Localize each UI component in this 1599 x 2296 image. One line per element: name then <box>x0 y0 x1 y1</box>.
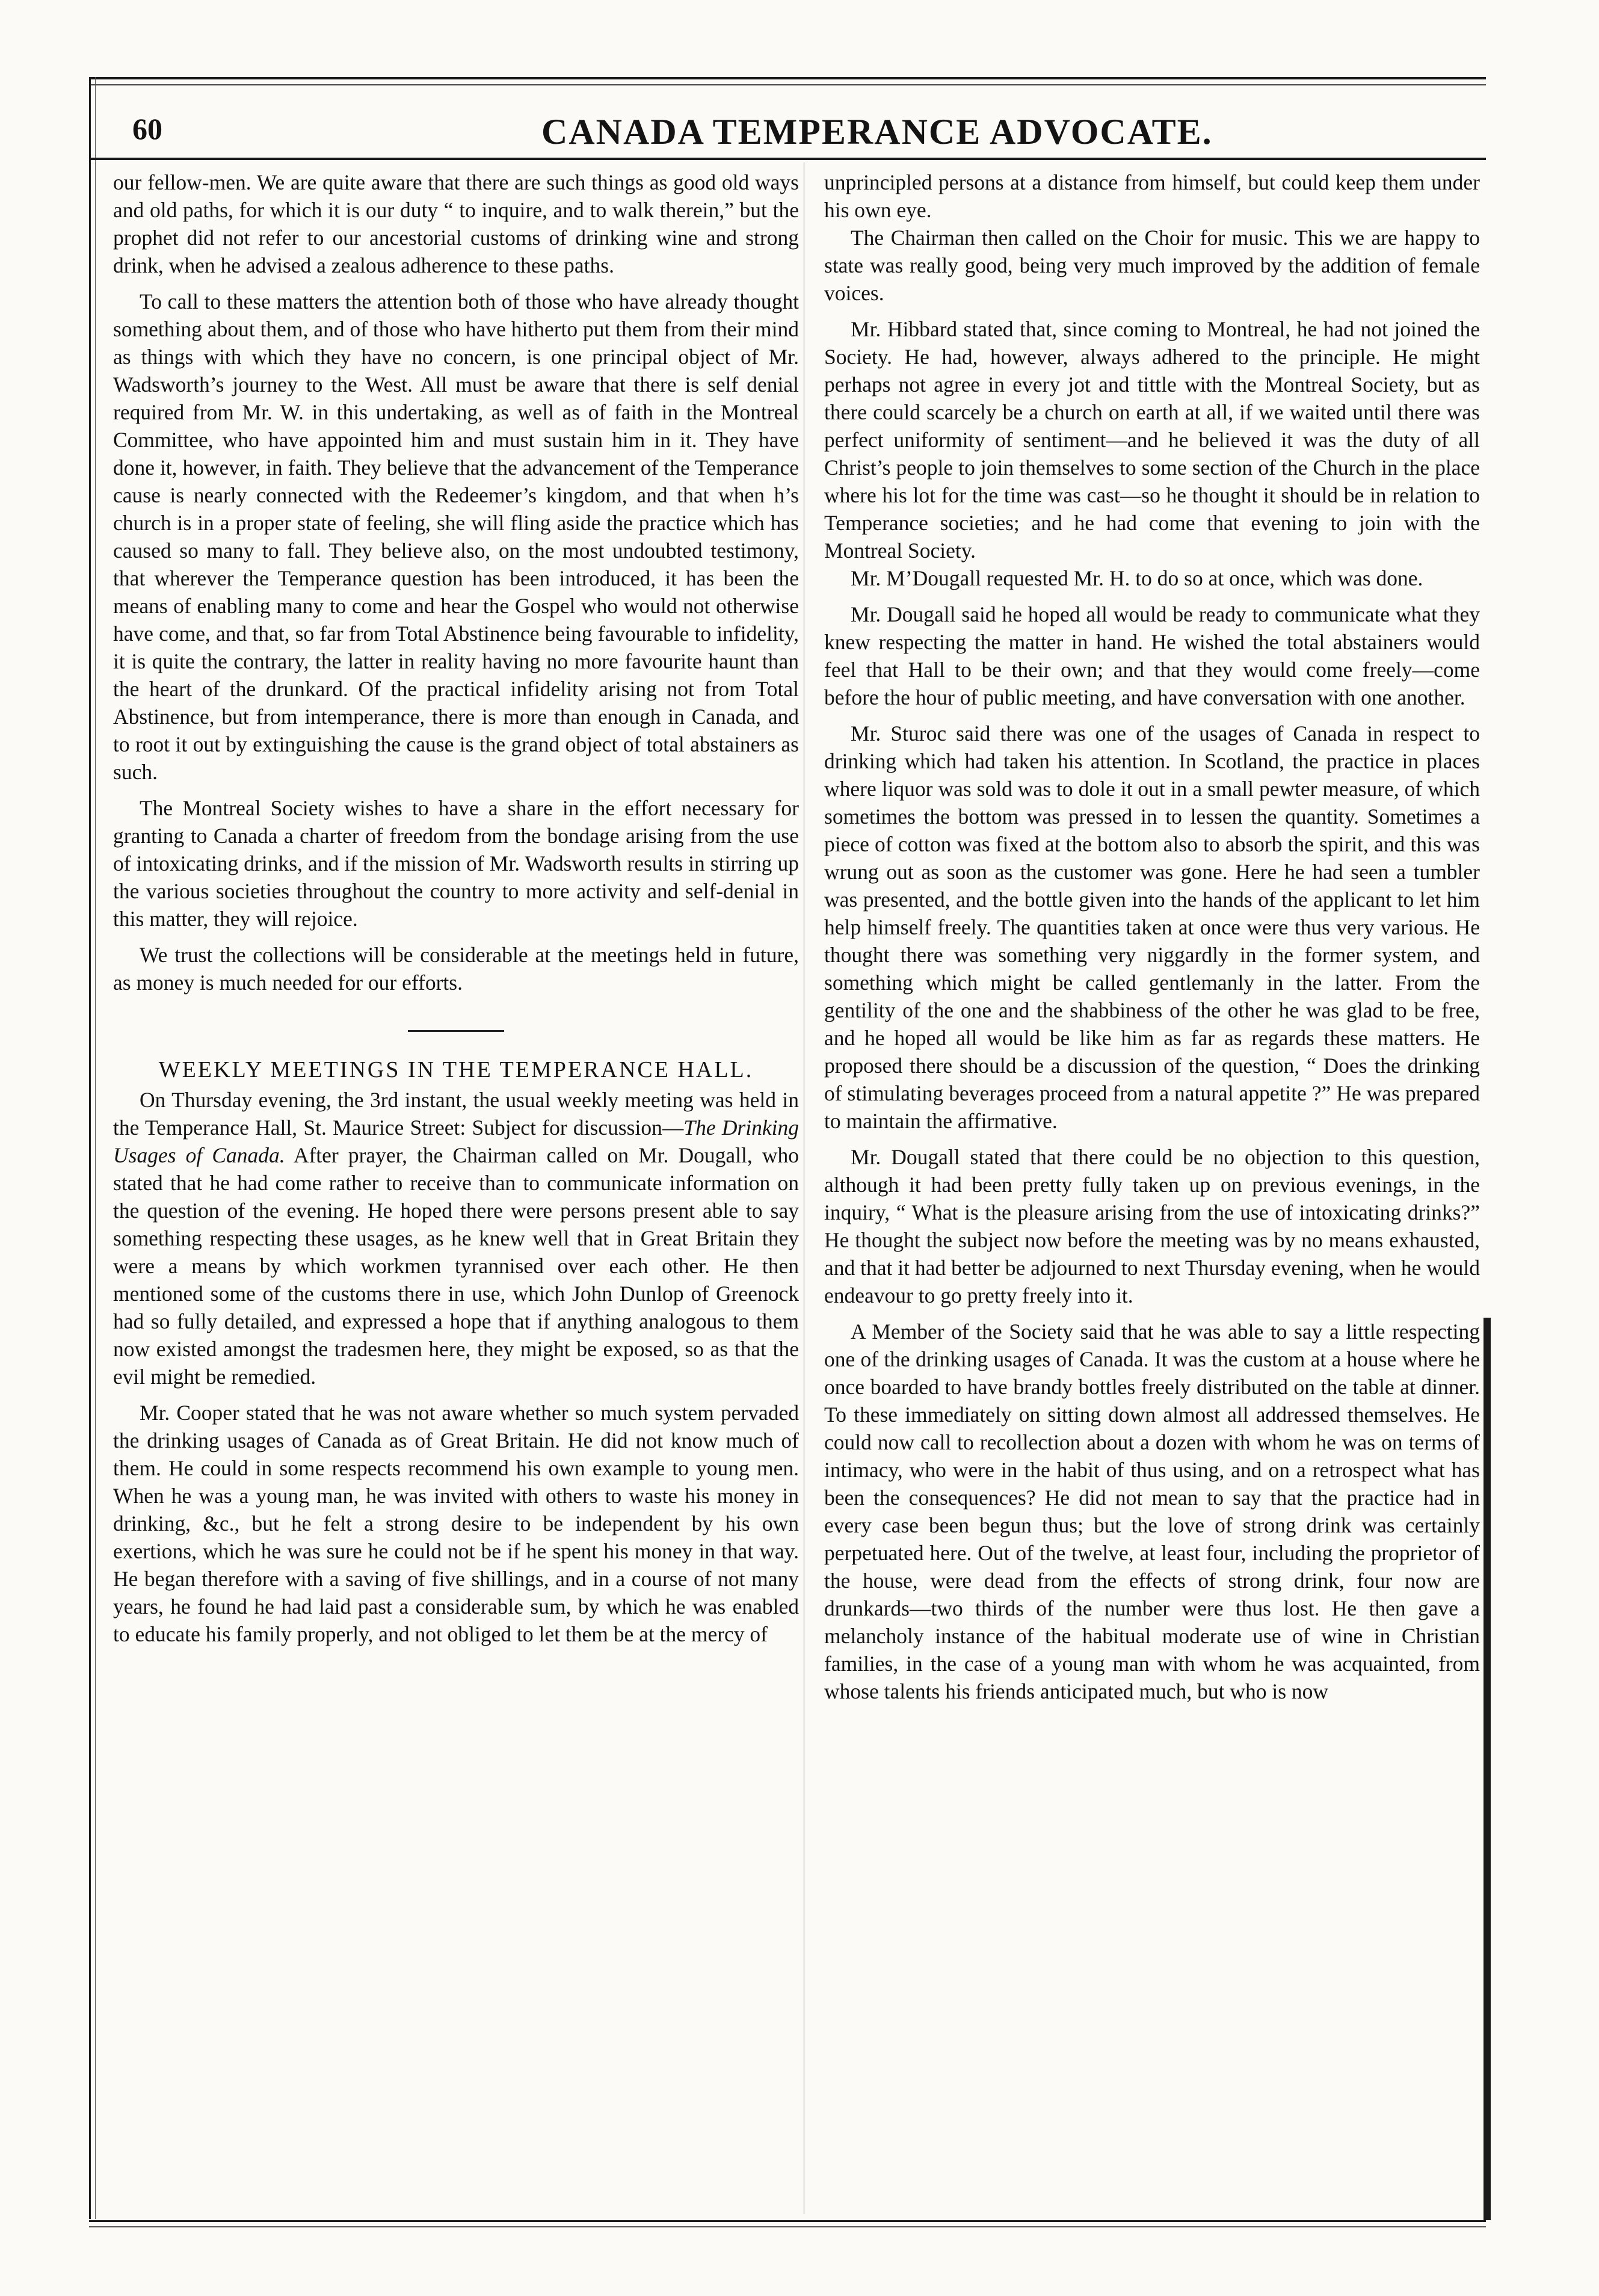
discussion-subject: The Drinking Usages of Canada. <box>113 1116 800 1167</box>
paragraph: The Chairman then called on the Choir for music. This we are happy to state was really good, being very much improved by the addition of female voices. <box>824 226 1480 305</box>
section-title: WEEKLY MEETINGS IN THE TEMPERANCE HALL. <box>158 1057 754 1082</box>
paragraph: A Member of the Society said that he was able to say a little respecting one of the drinking usages of Canada. It was the custom at a house where he once boarded to have brandy bottles freely distributed on the table at dinner. To these immediately on sitting down almost all addressed themselves. He could now call to recollection about a dozen with whom he was on terms of intimacy, who were in the habit of thus using, and on a retrospect what has been the consequences? He did not mean to say that the practice had in every case been begun thus; but the love of strong drink was certainly perpetuated here. Out of the twelve, at least four, including the proprietor of the house, were dead from the effects of strong drink, four now are drunkards—two thirds of the number were thus lost. He then gave a melancholy instance of the habitual moderate use of wine in Christian families, in the case of a young man with whom he was acquainted, from whose talents his friends anticipated much, but who is now <box>824 1319 1480 1703</box>
left-column <box>113 168 799 1648</box>
right-column <box>824 168 1480 1705</box>
paragraph: The Montreal Society wishes to have a share in the effort necessary for granting to Canada a charter of freedom from the bondage arising from the use of intoxicating drinks, and if the mission of Mr. Wadsworth results in stirring up the various societies throughout the country to more activity and self-denial in this matter, they will rejoice. <box>113 796 799 931</box>
top-border-rule-thin <box>89 84 1486 85</box>
page-number: 60 <box>132 112 162 146</box>
section-separator <box>408 1030 504 1032</box>
right-edge-shadow <box>1483 1318 1491 2220</box>
paragraph: Mr. Dougall said he hoped all would be ready to communicate what they knew respecting the matter in hand. He wished the total abstainers would feel that Hall to be their own; and that they would come freely—come before the hour of public meeting, and have conversation with one another. <box>824 602 1480 709</box>
paragraph: We trust the collections will be considerable at the meetings held in future, as money is much needed for our efforts. <box>113 943 799 995</box>
paragraph: Mr. Cooper stated that he was not aware whether so much system pervaded the drinking usages of Canada as of Great Britain. He did not know much of them. He could in some respects recommend his own example to young men. When he was a young man, he was invited with others to waste his money in drinking, &c., but he felt a strong desire to be independent by his own exertions, which he was sure he could not be if he spent his money in that way. He began therefore with a saving of five shillings, and in a course of not many years, he found he had laid past a considerable sum, by which he was enabled to educate his family properly, and not obliged to let them be at the mercy of <box>113 1401 799 1646</box>
bottom-border-rule <box>89 2220 1486 2222</box>
paragraph: unprincipled persons at a distance from himself, but could keep them under his own eye. <box>824 170 1480 222</box>
bottom-border-rule-thin <box>89 2226 1486 2227</box>
left-border-rule <box>89 77 91 2219</box>
left-border-rule-thin <box>95 77 96 2219</box>
paragraph: Mr. M’Dougall requested Mr. H. to do so at once, which was done. <box>851 566 1423 590</box>
paragraph: Mr. Hibbard stated that, since coming to Montreal, he had not joined the Society. He had, however, always adhered to the principle. He might perhaps not agree in every jot and tittle with the Montreal Society, but as there could scarcely be a church on earth at all, if we waited until there was perfect uniformity of sentiment—and he believed it was the duty of all Christ’s people to join themselves to some section of the Church in the place where his lot for the time was cast—so he thought it should be in relation to Temperance societies; and he had come that evening to join with the Montreal Society. <box>824 317 1480 563</box>
paragraph: our fellow-men. We are quite aware that there are such things as good old ways and old paths, for which it is our duty “ to inquire, and to walk therein,” but the prophet did not refer to our ancestorial customs of drinking wine and strong drink, when he advised a zealous adherence to these paths. <box>113 170 799 277</box>
masthead-title: CANADA TEMPERANCE ADVOCATE. <box>541 112 1213 152</box>
paragraph: Mr. Sturoc said there was one of the usages of Canada in respect to drinking which had taken his attention. In Scotland, the practice in places where liquor was sold was to dole it out in a small pewter measure, of which sometimes the bottom was pressed in to lessen the quantity. Sometimes a piece of cotton was fixed at the bottom also to absorb the spirit, and this was wrung out as soon as the customer was gone. Here he had seen a tumbler was presented, and the bottle given into the hands of the applicant to let him help himself freely. The quantities taken at once were thus very various. He thought there was something very niggardly in the former system, and something which might be called gentlemanly in the latter. From the gentility of the one and the shabbiness of the other he was glad to be free, and he hoped all would be like him as far as regards these matters. He proposed there should be a discussion of the question, “ Does the drinking of stimulating beverages proceed from a natural appetite ?” He was prepared to maintain the affirmative. <box>824 721 1480 1133</box>
paragraph: To call to these matters the attention both of those who have already thought something about them, and of those who have hitherto put them from their mind as things with which they have no concern, is one principal object of Mr. Wadsworth’s journey to the West. All must be aware that there is self denial required from Mr. W. in this undertaking, as well as of faith in the Montreal Committee, who have appointed him and must sustain him in it. They have done it, however, in faith. They believe that the advancement of the Temperance cause is nearly connected with the Redeemer’s kingdom, and that when h’s church is in a proper state of feeling, she will fling aside the practice which has caused so many to fall. They believe also, on the most undoubted testimony, that wherever the Temperance question has been introduced, it has been the means of enabling many to come and hear the Gospel who would not otherwise have come, and that, so far from Total Abstinence being favourable to infidelity, it is quite the contrary, the latter in reality having no more favourite haunt than the heart of the drunkard. Of the practical infidelity arising not from Total Abstinence, but from intemperance, there is more than enough in Canada, and to root it out by extinguishing the cause is the grand object of total abstainers as such. <box>113 289 799 784</box>
paragraph: Mr. Dougall stated that there could be no objection to this question, although it had been pretty fully taken up on previous evenings, in the inquiry, “ What is the pleasure arising from the use of intoxicating drinks?” He thought the subject now before the meeting was by no means exhausted, and that it had better be adjourned to next Thursday evening, when he would endeavour to go pretty freely into it. <box>824 1145 1480 1307</box>
paragraph-lead: On Thursday evening, the 3rd instant, the usual weekly meeting was held in the Temperance Hall, St. Maurice Street: Subject for discussion— <box>113 1088 799 1140</box>
paragraph-rest: After prayer, the Chairman called on Mr. Dougall, who stated that he had come rather to receive than to communicate information on the question of the evening. He hoped there were persons present able to say something respecting these usages, as he knew well that in Great Britain they were a means by which workmen tyrannised over each other. He then mentioned some of the customs there in use, which John Dunlop of Greenock had so fully detailed, and expressed a hope that if anything analogous to them now existed amongst the tradesmen here, they might be exposed, so as that the evil might be remedied. <box>113 1143 799 1389</box>
top-border-rule <box>89 77 1486 79</box>
header-rule <box>90 158 1486 160</box>
paragraph <box>113 1086 799 1390</box>
